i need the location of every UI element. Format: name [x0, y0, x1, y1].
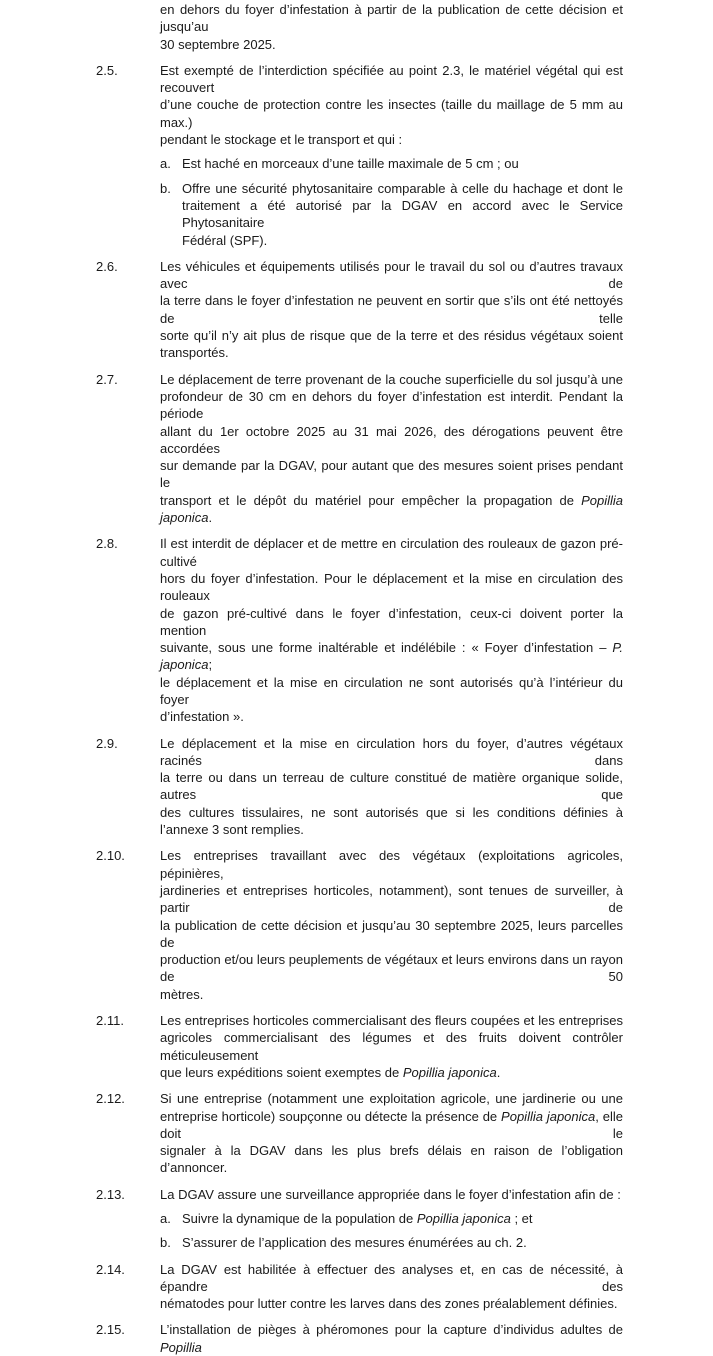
subitem-label: a. [160, 1211, 171, 1226]
text-line: Il est interdit de déplacer et de mettre en circulation des rouleaux de gazon pré-cultivé [160, 536, 623, 569]
item-number: 2.9. [96, 735, 118, 751]
subitem [160, 180, 623, 249]
text-line: Les véhicules et équipements utilisés pour le travail du sol ou d’autres travaux avec de [160, 258, 623, 292]
subitem [160, 1234, 623, 1251]
text-line: la terre dans le foyer d’infestation ne peuvent en sortir que s’ils ont été nettoyés de telle [160, 293, 623, 326]
item-2-15 [96, 1321, 623, 1356]
text-line [160, 639, 623, 674]
item-2-5 [96, 62, 623, 249]
item-number: 2.10. [96, 848, 125, 864]
text-line: La DGAV est habilitée à effectuer des analyses et, en cas de nécessité, à épandre des [160, 1261, 623, 1294]
text-run: . [208, 510, 213, 526]
text-line: agricoles commercialisant des légumes et des fruits doivent contrôler méticuleusement [160, 1030, 623, 1063]
text-line: Offre une sécurité phytosanitaire comparable à celle du hachage et dont le [182, 180, 623, 196]
text-line: Les entreprises travaillant avec des végétaux (exploitations agricoles, pépinières, [160, 848, 623, 881]
item-2-14 [96, 1261, 623, 1313]
text-line: des cultures tissulaires, ne sont autorisés que si les conditions définies à [160, 804, 623, 820]
text-line [160, 1321, 623, 1356]
item-number: 2.13. [96, 1186, 125, 1202]
text-line: pendant le stockage et le transport et qui : [160, 132, 403, 148]
text-line: Si une entreprise (notamment une exploitation agricole, une jardinerie ou une [160, 1091, 623, 1107]
item-number: 2.7. [96, 371, 118, 387]
intro-paragraph [160, 0, 623, 53]
text-line: sorte qu’il n’y ait plus de risque que de la terre et des résidus végétaux soient [160, 328, 623, 344]
species-name: Popillia [160, 1339, 202, 1355]
text-line: la terre ou dans un terreau de culture constitué de matière organique solide, autres que [160, 770, 623, 803]
subitem-label: a. [160, 156, 171, 172]
text-line: signaler à la DGAV dans les plus brefs délais en raison de l’obligation d’annoncer. [160, 1143, 623, 1176]
species-name: Popillia japonica [402, 1064, 497, 1080]
text-line [182, 1210, 623, 1227]
text-line: Est exempté de l’interdiction spécifiée au point 2.3, le matériel végétal qui est recouvert [160, 62, 623, 96]
text-line: mètres. [160, 986, 204, 1002]
text-line: l’annexe 3 sont remplies. [160, 822, 304, 838]
text-line: jardineries et entreprises horticoles, notamment), sont tenues de surveiller, à partir de [160, 882, 623, 916]
text-run: ; et [510, 1211, 533, 1226]
subitem-label: b. [160, 1235, 171, 1251]
text-run: que leurs expéditions soient exemptes de [160, 1064, 403, 1080]
subitem-label: b. [160, 180, 171, 196]
text-line: nématodes pour lutter contre les larves dans des zones préalablement définies. [160, 1296, 618, 1312]
species-name: Popillia japonica [416, 1211, 511, 1226]
text-line: Fédéral (SPF). [182, 232, 268, 248]
item-2-7 [96, 371, 623, 527]
text-line: traitement a été autorisé par la DGAV en accord avec le Service Phytosanitaire [182, 197, 623, 231]
item-number: 2.5. [96, 62, 118, 78]
text-line: d’infestation ». [160, 709, 244, 725]
text-run: ; [208, 657, 213, 673]
item-2-10 [96, 847, 623, 1003]
text-line: d’une couche de protection contre les insectes (taille du maillage de 5 mm au max.) [160, 97, 623, 130]
text-run: L’installation de pièges à phéromones pour la capture d’individus adultes de [160, 1322, 623, 1338]
subitem [160, 155, 623, 172]
item-number: 2.11. [96, 1013, 124, 1029]
text-line: Les entreprises horticoles commercialisant des fleurs coupées et les entreprises [160, 1013, 623, 1029]
text-line: la publication de cette décision et jusqu’au 30 septembre 2025, leurs parcelles de [160, 917, 623, 950]
item-number: 2.6. [96, 258, 118, 274]
text-run: Suivre la dynamique de la population de [182, 1211, 417, 1226]
text-line: Est haché en morceaux d’une taille maximale de 5 cm ; ou [182, 156, 519, 172]
text-run: entreprise horticole) soupçonne ou détecte la présence de [160, 1108, 502, 1124]
species-name: P. japonica [160, 640, 623, 673]
text-run: transport et le dépôt du matériel pour empêcher la propagation de [160, 492, 582, 508]
text-line: allant du 1er octobre 2025 au 31 mai 2026, des dérogations peuvent être accordées [160, 423, 623, 456]
text-line [160, 1064, 623, 1081]
text-line: production et/ou leurs peuplements de végétaux et leurs environs dans un rayon de 50 [160, 952, 623, 985]
item-2-6 [96, 258, 623, 362]
text-line [160, 492, 623, 527]
item-2-8 [96, 535, 623, 725]
item-number: 2.8. [96, 536, 118, 552]
text-line: sur demande par la DGAV, pour autant que des mesures soient prises pendant le [160, 458, 623, 491]
text-line [160, 1108, 623, 1143]
species-name: Popillia japonica [501, 1108, 596, 1124]
text-line: hors du foyer d’infestation. Pour le déplacement et la mise en circulation des rouleaux [160, 570, 623, 604]
item-2-13 [96, 1186, 623, 1252]
subitem [160, 1210, 623, 1227]
text-run: , elle doit le [160, 1108, 623, 1141]
text-line: S’assurer de l’application des mesures énumérées au ch. 2. [182, 1235, 527, 1251]
text-line: Le déplacement et la mise en circulation hors du foyer, d’autres végétaux racinés dans [160, 735, 623, 768]
species-name: Popillia japonica [160, 492, 623, 526]
text-run: . [496, 1064, 501, 1080]
item-2-11 [96, 1012, 623, 1081]
item-number: 2.12. [96, 1091, 125, 1107]
text-line: profondeur de 30 cm en dehors du foyer d’infestation est interdit. Pendant la période [160, 388, 623, 422]
text-run: suivante, sous une forme inaltérable et indélébile : « Foyer d’infestation – [160, 640, 613, 656]
text-line: La DGAV assure une surveillance appropriée dans le foyer d’infestation afin de : [160, 1186, 621, 1202]
item-2-9 [96, 735, 623, 839]
text-line: transportés. [160, 345, 229, 361]
text-line: le déplacement et la mise en circulation ne sont autorisés qu’à l’intérieur du foyer [160, 674, 623, 707]
text-line: en dehors du foyer d’infestation à partir de la publication de cette décision et jusqu’au [160, 2, 623, 35]
item-number: 2.15. [96, 1322, 125, 1338]
text-line: Le déplacement de terre provenant de la couche superficielle du sol jusqu’à une [160, 371, 623, 387]
item-2-12 [96, 1090, 623, 1176]
item-number: 2.14. [96, 1261, 125, 1277]
text-line: de gazon pré-cultivé dans le foyer d’infestation, ceux-ci doivent porter la mention [160, 605, 623, 638]
text-line: 30 septembre 2025. [160, 36, 276, 52]
